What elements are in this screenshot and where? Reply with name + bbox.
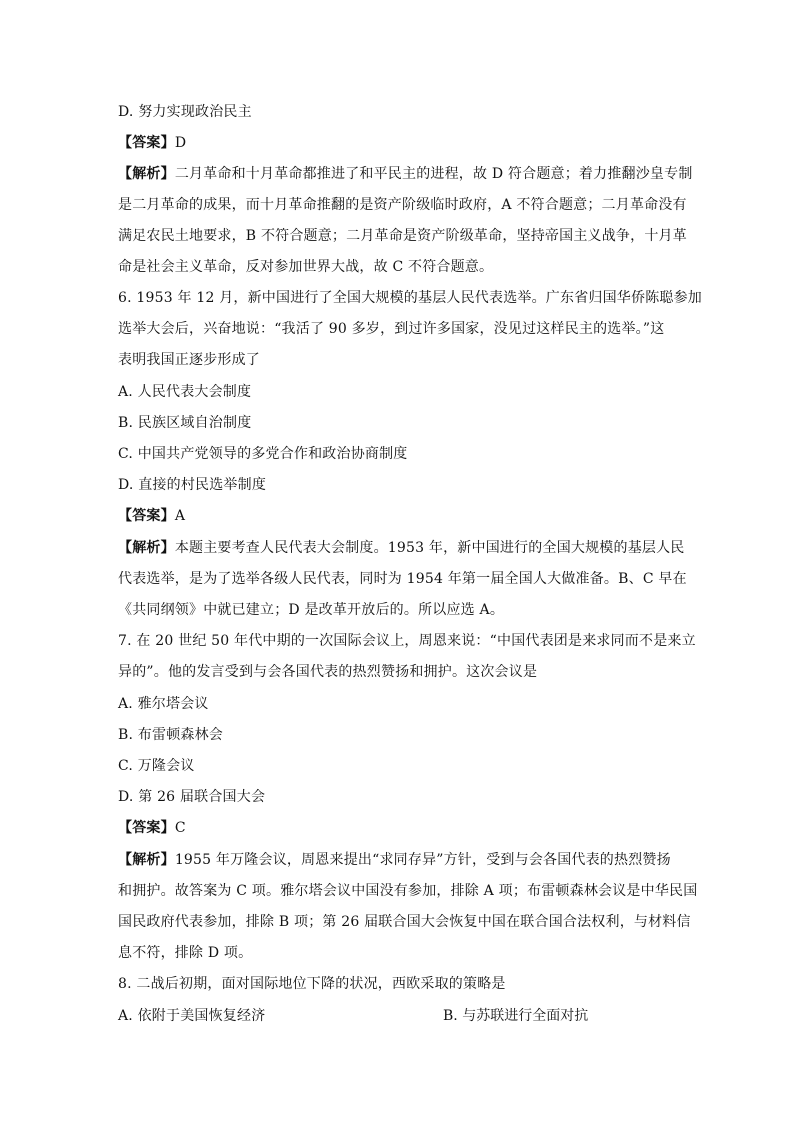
answer-value: C <box>174 820 186 836</box>
q7-stem-line-1: 7. 在 20 世纪 50 年代中期的一次国际会议上，周恩来说：“中国代表团是来求同而不是来立 <box>118 633 696 649</box>
q6-stem-line-3: 表明我国正逐步形成了 <box>118 352 260 368</box>
answer-tag: 【答案】 <box>118 508 175 524</box>
q6-analysis-line-3: 《共同纲领》中就已建立；D 是改革开放后的。所以应选 A。 <box>118 602 505 618</box>
q7-analysis-line-1 <box>118 850 671 870</box>
q6-option-c: C. 中国共产党领导的多党合作和政治协商制度 <box>118 446 408 462</box>
q5-analysis-line-3: 满足农民土地要求，B 不符合题意；二月革命是资产阶级革命，坚持帝国主义战争，十月革 <box>118 228 687 244</box>
q5-analysis-line-2: 是二月革命的成果，而十月革命推翻的是资产阶级临时政府，A 不符合题意；二月革命没有 <box>118 197 687 213</box>
analysis-text: 本题主要考查人民代表大会制度。1953 年，新中国进行的全国大规模的基层人民 <box>174 540 685 556</box>
analysis-text: 二月革命和十月革命都推进了和平民主的进程，故 D 符合题意；着力推翻沙皇专制 <box>174 166 693 182</box>
answer-value: D <box>174 135 187 151</box>
q5-analysis-line-1 <box>118 164 693 184</box>
q5-analysis-line-4: 命是社会主义革命，反对参加世界大战，故 C 不符合题意。 <box>118 259 494 275</box>
q7-option-b: B. 布雷顿森林会 <box>118 727 223 743</box>
analysis-tag: 【解析】 <box>118 166 175 182</box>
q6-option-a: A. 人民代表大会制度 <box>118 384 252 400</box>
q7-analysis-line-4: 息不符，排除 D 项。 <box>118 945 253 961</box>
q6-analysis-line-2: 代表选举，是为了选举各级人民代表，同时为 1954 年第一届全国人大做准备。B、C 早在 <box>118 571 687 587</box>
q6-stem-line-1: 6. 1953 年 12 月，新中国进行了全国大规模的基层人民代表选举。广东省归国华侨陈聪参加 <box>118 290 702 306</box>
answer-tag: 【答案】 <box>118 820 175 836</box>
analysis-text: 1955 年万隆会议，周恩来提出“求同存异”方针，受到与会各国代表的热烈赞扬 <box>174 852 671 868</box>
q6-answer <box>118 506 185 526</box>
answer-tag: 【答案】 <box>118 135 175 151</box>
q6-stem-line-2: 选举大会后，兴奋地说：“我活了 90 多岁，到过许多国家，没见过这样民主的选举。”这 <box>118 321 665 337</box>
q8-option-a: A. 依附于美国恢复经济 <box>118 1008 266 1024</box>
q8-option-b: B. 与苏联进行全面对抗 <box>443 1008 589 1024</box>
q7-stem-line-2: 异的”。他的发言受到与会各国代表的热烈赞扬和拥护。这次会议是 <box>118 664 538 680</box>
q7-answer <box>118 818 186 838</box>
q6-option-d: D. 直接的村民选举制度 <box>118 477 267 493</box>
q6-option-b: B. 民族区域自治制度 <box>118 415 252 431</box>
analysis-tag: 【解析】 <box>118 852 175 868</box>
q7-analysis-line-3: 国民政府代表参加，排除 B 项；第 26 届联合国大会恢复中国在联合国合法权利，与材料信 <box>118 914 691 930</box>
q7-option-d: D. 第 26 届联合国大会 <box>118 789 266 805</box>
analysis-tag: 【解析】 <box>118 540 175 556</box>
q8-stem: 8. 二战后初期，面对国际地位下降的状况，西欧采取的策略是 <box>118 976 506 992</box>
q5-option-d: D. 努力实现政治民主 <box>118 104 252 120</box>
q7-option-a: A. 雅尔塔会议 <box>118 696 209 712</box>
answer-value: A <box>174 508 186 524</box>
q5-answer <box>118 133 186 153</box>
q7-option-c: C. 万隆会议 <box>118 758 195 774</box>
q6-analysis-line-1 <box>118 538 685 558</box>
q7-analysis-line-2: 和拥护。故答案为 C 项。雅尔塔会议中国没有参加，排除 A 项；布雷顿森林会议是中华民国 <box>118 883 698 899</box>
